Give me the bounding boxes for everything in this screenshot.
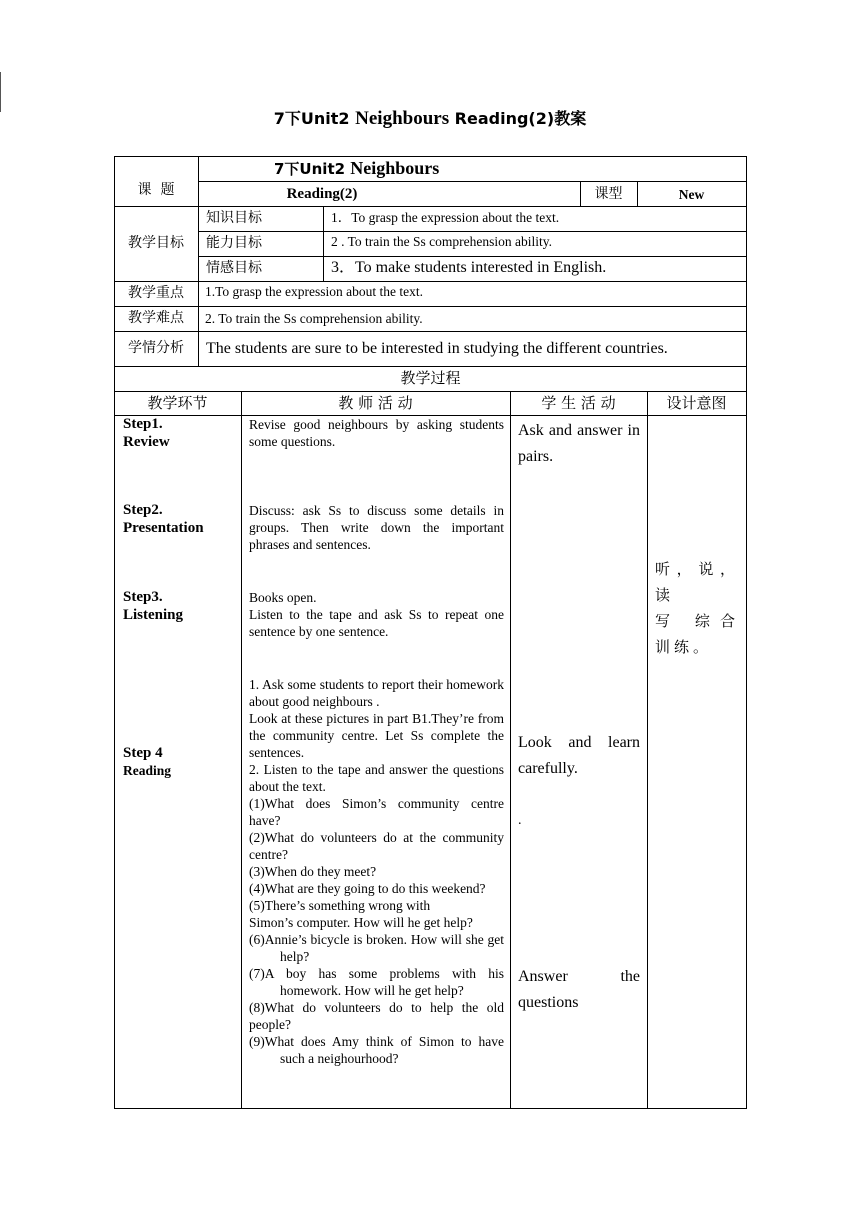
rule xyxy=(114,206,747,207)
step-2-line1: Step2. xyxy=(123,502,163,518)
rule xyxy=(241,391,242,1109)
rule xyxy=(198,181,746,182)
objectives-label: 教学目标 xyxy=(128,235,184,251)
rule xyxy=(510,391,511,1109)
analysis-text: The students are sure to be interested in studying the different countries. xyxy=(206,340,668,357)
rule xyxy=(114,391,747,392)
column-header-step: 教学环节 xyxy=(147,394,208,412)
rule xyxy=(114,306,747,307)
difficulty-label: 教学难点 xyxy=(128,310,184,326)
objective-label-knowledge: 知识目标 xyxy=(206,210,262,226)
step-3-name xyxy=(123,588,183,624)
step-4-name xyxy=(123,744,171,780)
step-2-name xyxy=(123,501,204,537)
rule xyxy=(198,231,746,232)
rule xyxy=(114,281,747,282)
type-label: 课型 xyxy=(594,186,623,202)
topic-label: 课 题 xyxy=(137,182,175,198)
column-header-student: 学 生 活 动 xyxy=(541,394,616,412)
rule xyxy=(323,206,324,281)
step-2-line2: Presentation xyxy=(123,520,204,536)
title-neighbours: Neighbours xyxy=(355,108,450,129)
step-1-name xyxy=(123,415,170,451)
student-activity-1: Ask and answer in pairs. xyxy=(518,422,640,465)
step-3-line2: Listening xyxy=(123,607,184,623)
question-3: (3)When do they meet? xyxy=(249,864,377,879)
question-1: (1)What does Simon’s community centre have? xyxy=(249,796,504,828)
question-6: (6)Annie’s bicycle is broken. How will she get help? xyxy=(249,932,504,964)
title-suffix: Reading(2)教案 xyxy=(449,109,587,128)
teacher-reading-2: Look at these pictures in part B1.They’re from the community centre. Let Ss complete the sentences. xyxy=(249,711,504,760)
rule xyxy=(198,256,746,257)
type-value: New xyxy=(678,187,705,202)
unit-title xyxy=(274,160,439,179)
step-3-line1: Step3. xyxy=(123,589,163,605)
process-title: 教学过程 xyxy=(400,369,461,387)
student-activity-2: Look and learn carefully. xyxy=(518,734,640,777)
teacher-listening-2: Listen to the tape and ask Ss to repeat one sentence by one sentence. xyxy=(249,607,504,639)
column-header-intent: 设计意图 xyxy=(666,394,727,412)
intent-line-1: 听，说，读 xyxy=(655,560,739,604)
key-point-label: 教学重点 xyxy=(128,285,184,301)
step-4-line1: Step 4 xyxy=(123,745,163,761)
teacher-reading-block xyxy=(249,676,504,1067)
objective-text-emotion: 3．To make students interested in English. xyxy=(331,259,607,276)
intent-line-2: 写 综合训练。 xyxy=(655,612,739,656)
teacher-presentation: Discuss: ask Ss to discuss some details in groups. Then write down the important phrases and sentences. xyxy=(249,503,504,552)
student-dot: . xyxy=(518,813,522,828)
student-activity-3: Answer the questions xyxy=(518,968,640,1011)
column-header-teacher: 教 师 活 动 xyxy=(338,394,413,412)
objective-label-ability: 能力目标 xyxy=(206,235,262,251)
step-1-line1: Step1. xyxy=(123,416,163,432)
question-8: (8)What do volunteers do to help the old people? xyxy=(249,1000,504,1032)
step-1-line2: Review xyxy=(123,434,170,450)
question-7: (7)A boy has some problems with his homework. How will he get help? xyxy=(249,966,504,998)
teacher-listening-1: Books open. xyxy=(249,590,317,605)
design-intent xyxy=(655,556,739,660)
title-prefix: 7下Unit2 xyxy=(273,109,356,128)
lesson-name: Reading(2) xyxy=(286,186,358,202)
difficulty-text: 2. To train the Ss comprehension ability. xyxy=(205,311,423,326)
teacher-review: Revise good neighbours by asking students some questions. xyxy=(249,417,504,449)
page-title xyxy=(0,106,860,130)
objective-label-emotion: 情感目标 xyxy=(206,260,262,276)
step-4-line2: Reading xyxy=(123,763,172,778)
question-9: (9)What does Amy think of Simon to have such a neighourhood? xyxy=(249,1034,504,1066)
question-5-cont: Simon’s computer. How will he get help? xyxy=(249,915,473,930)
teacher-reading-3: 2. Listen to the tape and answer the questions about the text. xyxy=(249,762,504,794)
objective-text-ability: 2 . To train the Ss comprehension ability. xyxy=(331,234,553,249)
question-2: (2)What do volunteers do at the community centre? xyxy=(249,830,504,862)
rule xyxy=(114,366,747,367)
question-5: (5)There’s something wrong with xyxy=(249,898,431,913)
rule xyxy=(114,331,747,332)
key-point-text: 1.To grasp the expression about the text. xyxy=(205,284,424,299)
question-4: (4)What are they going to do this weekend? xyxy=(249,881,486,896)
rule xyxy=(647,391,648,1109)
unit-prefix: 7下Unit2 xyxy=(274,160,351,178)
unit-name: Neighbours xyxy=(350,158,440,178)
analysis-label: 学情分析 xyxy=(128,340,184,356)
objective-text-knowledge: 1．To grasp the expression about the text. xyxy=(331,210,560,225)
teacher-reading-1: 1. Ask some students to report their homework about good neighbours . xyxy=(249,677,504,709)
